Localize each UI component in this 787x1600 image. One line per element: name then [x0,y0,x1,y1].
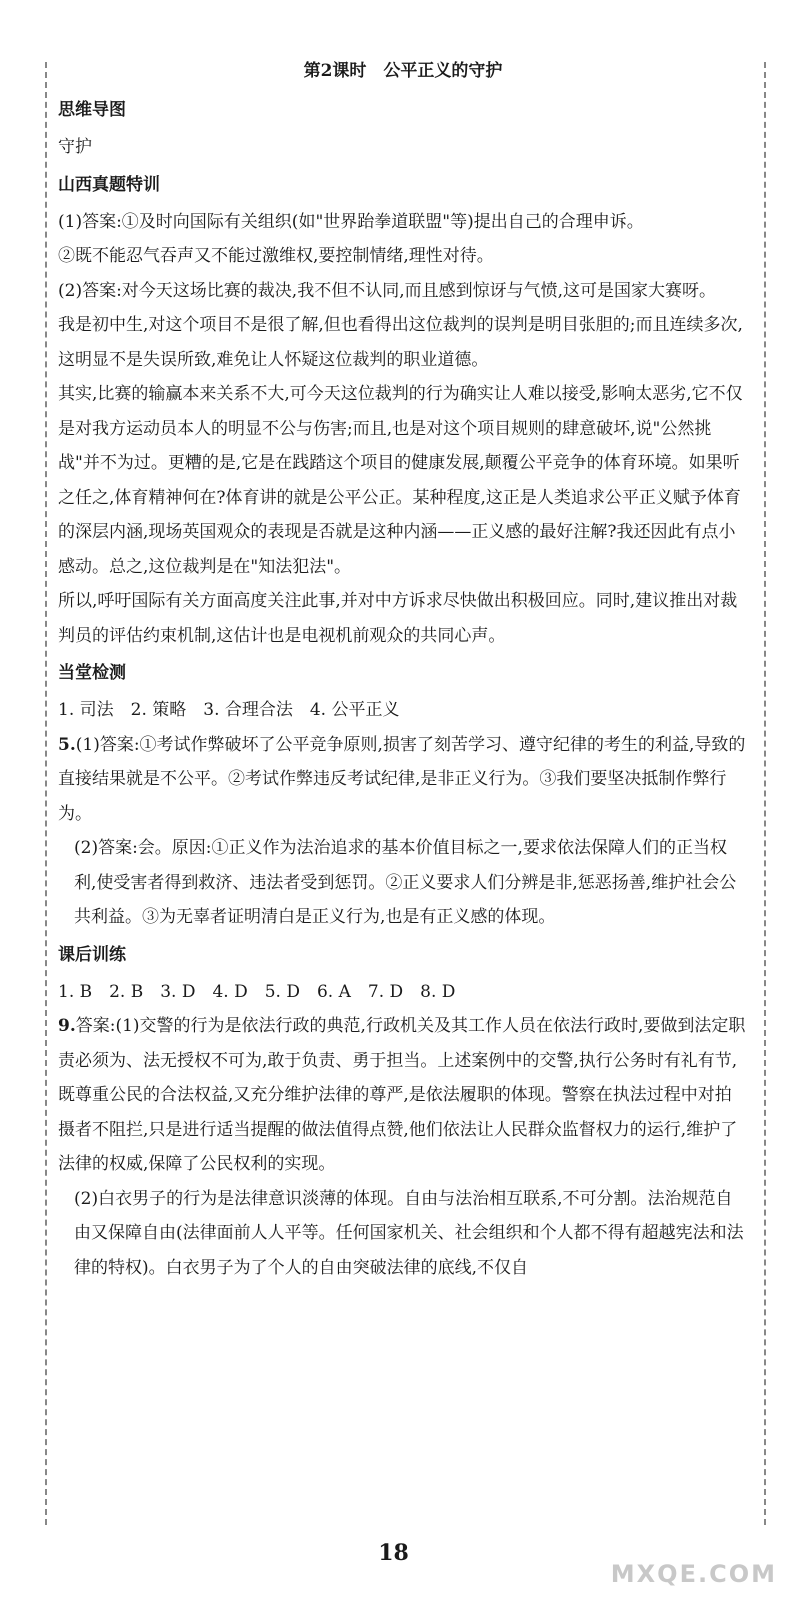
content [58,58,748,1285]
question-number: 5. [58,734,76,755]
answer-line-1-4: 1. 司法 2. 策略 3. 合理合法 4. 公平正义 [58,700,400,720]
answer-paragraph: ②既不能忍气吞声又不能过激维权,要控制情绪,理性对待。 [58,246,494,266]
section-heading-afterclass: 课后训练 [58,944,126,965]
answer-paragraph: 其实,比赛的输赢本来关系不大,可今天这位裁判的行为确实让人难以接受,影响太恶劣,它不仅是对我方运动员本人的明显不公与伤害;而且,也是对这个项目规则的肆意破坏,说"公然挑战"并不为过。更糟的是,它是在践踏这个项目的健康发展,颠覆公平竞争的体育环境。如果听之任之,体育精神何在?体育讲的就是公平公正。某种程度,这正是人类追求公平正义赋予体育的深层内涵,现场英国观众的表现是否就是这种内涵——正义感的最好注解?我还因此有点小感动。总之,这位裁判是在"知法犯法"。 [58,384,743,577]
lesson-title: 第2课时 公平正义的守护 [303,61,503,81]
section-heading-shanxi: 山西真题特训 [58,174,160,195]
answer-paragraph: (2)答案:对今天这场比赛的裁决,我不但不认同,而且感到惊讶与气愤,这可是国家大赛呀。 [58,280,717,301]
answer-paragraph: (1)答案:①及时向国际有关组织(如"世界跆拳道联盟"等)提出自己的合理申诉。 [58,211,644,232]
section-heading-inclass: 当堂检测 [58,663,126,683]
answer-text: 答案:(1)交警的行为是依法行政的典范,行政机关及其工作人员在依法行政时,要做到法定职责必须为、法无授权不可为,敢于负责、勇于担当。上述案例中的交警,执行公务时有礼有节,既尊重公民的合法权益,又充分维护法律的尊严,是依法履职的体现。警察在执法过程中对拍摄者不阻拦,只是进行适当提醒的做法值得点赞,他们依法让人民群众监督权力的运行,维护了法律的权威,保障了公民权利的实现。 [58,1016,746,1174]
answer-text: (1)答案:①考试作弊破坏了公平竞争原则,损害了刻苦学习、遵守纪律的考生的利益,导致的直接结果就是不公平。②考试作弊违反考试纪律,是非正义行为。③我们要坚决抵制作弊行为。 [58,734,746,824]
question-9-part-1 [58,1009,748,1182]
watermark: MXQE.COM [610,1560,777,1588]
question-9-part-2: (2)白衣男子的行为是法律意识淡薄的体现。自由与法治相互联系,不可分割。法治规范自由又保障自由(法律面前人人平等。任何国家机关、社会组织和个人都不得有超越宪法和法律的特权)。白衣男子为了个人的自由突破法律的底线,不仅自 [74,1188,744,1278]
right-dashed-rule [764,62,766,1525]
answer-paragraph: 我是初中生,对这个项目不是很了解,但也看得出这位裁判的误判是明目张胆的;而且连续多次,这明显不是失误所致,难免让人怀疑这位裁判的职业道德。 [58,315,743,370]
question-5-part-1 [58,728,748,832]
section-heading-mindmap: 思维导图 [58,100,126,120]
question-number: 9. [58,1016,76,1036]
page-number: 18 [378,1540,409,1566]
answer-paragraph: 所以,呼吁国际有关方面高度关注此事,并对中方诉求尽快做出积极回应。同时,建议推出对裁判员的评估约束机制,这估计也是电视机前观众的共同心声。 [58,591,738,646]
left-dashed-rule [45,62,47,1525]
question-5-part-2: (2)答案:会。原因:①正义作为法治追求的基本价值目标之一,要求依法保障人们的正当权利,使受害者得到救济、违法者受到惩罚。②正义要求人们分辨是非,惩恶扬善,维护社会公共利益。③为无辜者证明清白是正义行为,也是有正义感的体现。 [74,838,737,927]
answer-line-1-8: 1. B 2. B 3. D 4. D 5. D 6. A 7. D 8. D [58,981,456,1002]
mindmap-text: 守护 [58,137,92,157]
